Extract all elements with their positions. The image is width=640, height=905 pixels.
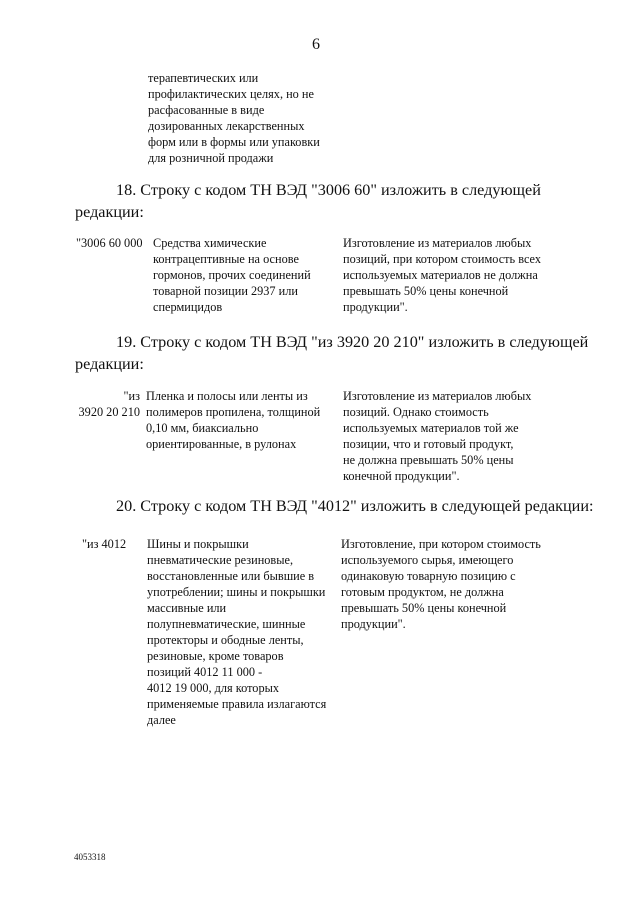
condition-line: позиции, что и готовый продукт, [343, 437, 514, 451]
section-19-description [146, 388, 320, 452]
description-line: массивные или [147, 601, 227, 615]
section-18-code: "3006 60 000 [76, 236, 143, 250]
description-line: Средства химические [153, 236, 267, 250]
condition-line: Изготовление из материалов любых [343, 236, 532, 250]
section-19-heading-cont: редакции: [75, 355, 144, 373]
fragment-line: расфасованные в виде [148, 103, 265, 117]
condition-line: конечной продукции". [343, 469, 460, 483]
fragment-line: для розничной продажи [148, 151, 274, 165]
fragment-line: дозированных лекарственных [148, 119, 305, 133]
condition-line: позиций, при котором стоимость всех [343, 252, 541, 266]
footer-document-code: 4053318 [74, 852, 106, 862]
section-20-condition [341, 536, 541, 632]
description-line: пневматические резиновые, [147, 553, 294, 567]
description-line: далее [147, 713, 176, 727]
description-line: позиций 4012 11 000 - [147, 665, 263, 679]
fragment-line: терапевтических или [148, 71, 259, 85]
page-number: 6 [312, 36, 320, 53]
continued-description [148, 70, 320, 166]
condition-line: превышать 50% цены конечной [341, 601, 507, 615]
description-line: контрацептивные на основе [153, 252, 299, 266]
description-line: протекторы и ободные ленты, [147, 633, 304, 647]
code-line: 3920 20 210 [78, 405, 140, 419]
section-19-code [70, 388, 140, 420]
description-line: Пленка и полосы или ленты из [146, 389, 308, 403]
description-line: 4012 19 000, для которых [147, 681, 280, 695]
condition-line: Изготовление из материалов любых [343, 389, 532, 403]
condition-line: используемого сырья, имеющего [341, 553, 514, 567]
description-line: восстановленные или бывшие в [147, 569, 315, 583]
description-line: товарной позиции 2937 или [153, 284, 298, 298]
description-line: полимеров пропилена, толщиной [146, 405, 321, 419]
fragment-line: профилактических целях, но не [148, 87, 314, 101]
condition-line: продукции". [343, 300, 408, 314]
section-18-condition [343, 235, 541, 315]
description-line: Шины и покрышки [147, 537, 249, 551]
condition-line: одинаковую товарную позицию с [341, 569, 516, 583]
description-line: применяемые правила излагаются [147, 697, 327, 711]
section-18-heading-cont: редакции: [75, 203, 144, 221]
description-line: 0,10 мм, биаксиально [146, 421, 259, 435]
section-20-code: "из 4012 [82, 537, 127, 551]
description-line: гормонов, прочих соединений [153, 268, 311, 282]
condition-line: позиций. Однако стоимость [343, 405, 489, 419]
description-line: полупневматические, шинные [147, 617, 306, 631]
fragment-line: форм или в формы или упаковки [148, 135, 320, 149]
condition-line: используемых материалов той же [343, 421, 519, 435]
description-line: употреблении; шины и покрышки [147, 585, 326, 599]
description-line: спермицидов [153, 300, 223, 314]
condition-line: Изготовление, при котором стоимость [341, 537, 541, 551]
section-18-description [153, 235, 311, 315]
description-line: ориентированные, в рулонах [146, 437, 297, 451]
section-19-condition [343, 388, 531, 484]
section-20-heading: 20. Строку с кодом ТН ВЭД "4012" изложить в следующей редакции: [116, 497, 594, 515]
condition-line: не должна превышать 50% цены [343, 453, 514, 467]
condition-line: используемых материалов не должна [343, 268, 538, 282]
code-line: "из [123, 389, 140, 403]
condition-line: продукции". [341, 617, 406, 631]
section-18-heading: 18. Строку с кодом ТН ВЭД "3006 60" изложить в следующей [116, 181, 541, 199]
section-19-heading: 19. Строку с кодом ТН ВЭД "из 3920 20 210" изложить в следующей [116, 333, 589, 351]
condition-line: превышать 50% цены конечной [343, 284, 509, 298]
section-20-description [147, 536, 326, 728]
condition-line: готовым продуктом, не должна [341, 585, 504, 599]
description-line: резиновые, кроме товаров [147, 649, 284, 663]
